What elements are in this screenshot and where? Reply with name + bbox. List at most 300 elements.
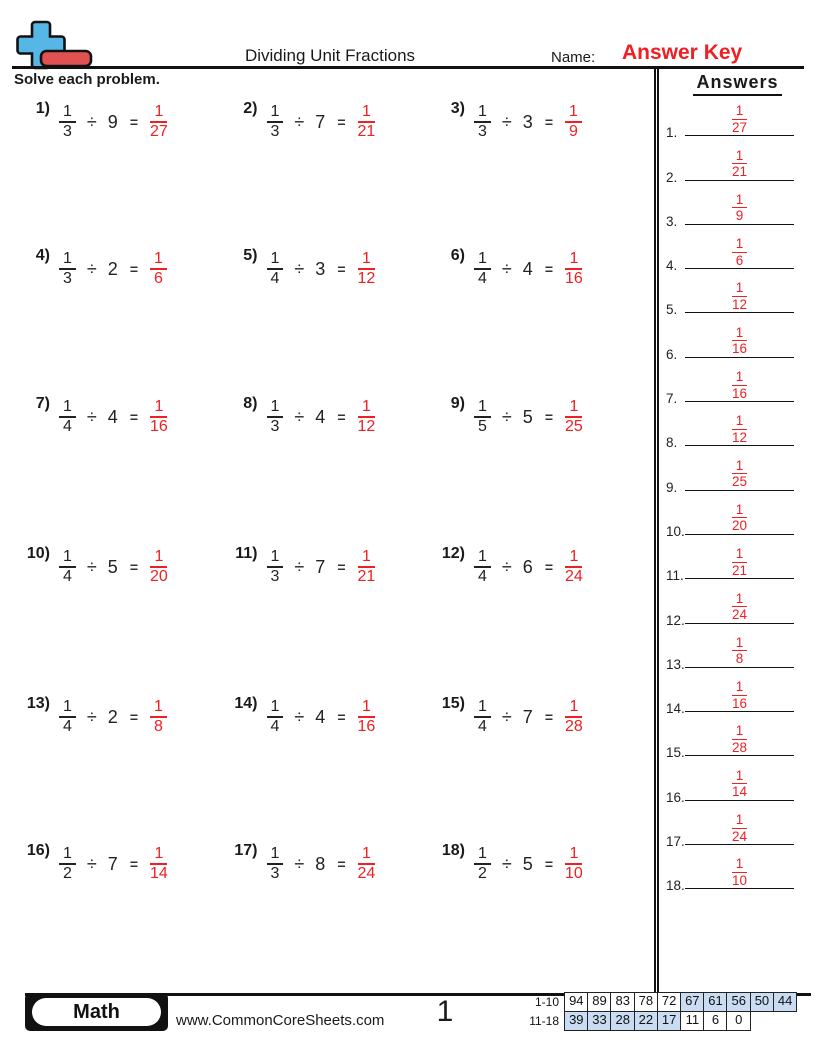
answer-number: 3. — [666, 213, 678, 229]
problem-3 — [429, 100, 637, 144]
answer-value-fraction — [685, 192, 794, 224]
problem-4 — [14, 247, 222, 291]
answer-underline — [685, 888, 794, 889]
answer-number: 8. — [666, 435, 678, 451]
fraction-denominator: 4 — [270, 718, 280, 735]
problem-6 — [429, 247, 637, 291]
problem-1 — [14, 100, 222, 144]
fraction-numerator: 1 — [474, 250, 491, 270]
equals-sign: = — [129, 114, 138, 130]
answer-underline — [685, 268, 794, 269]
score-row-2 — [524, 1011, 797, 1031]
dividend-fraction — [267, 398, 284, 436]
problem-8 — [222, 395, 430, 439]
answer-value-fraction — [685, 103, 794, 135]
answer-number: 11. — [666, 568, 684, 584]
fraction-numerator: 1 — [732, 458, 748, 475]
divide-sign: ÷ — [294, 111, 305, 132]
score-cell: 83 — [610, 992, 635, 1012]
problem-row-5 — [14, 695, 654, 739]
fraction-numerator: 1 — [358, 103, 375, 123]
answer-fraction — [358, 698, 376, 736]
equals-sign: = — [337, 559, 346, 575]
answer-value-fraction — [685, 856, 794, 888]
score-cell: 94 — [564, 992, 589, 1012]
problem-row-2 — [14, 247, 654, 291]
equals-sign: = — [337, 709, 346, 725]
fraction-numerator: 1 — [474, 398, 491, 418]
problem-13 — [14, 695, 222, 739]
fraction-denominator: 9 — [735, 208, 744, 224]
fraction-denominator: 16 — [357, 718, 376, 735]
divide-sign: ÷ — [294, 556, 305, 577]
dividend-fraction — [474, 250, 491, 288]
score-cell: 56 — [726, 992, 751, 1012]
equals-sign: = — [544, 114, 553, 130]
equals-sign: = — [129, 559, 138, 575]
problem-number: 17) — [234, 842, 258, 859]
answer-underline — [685, 667, 794, 668]
answer-slot-1 — [659, 99, 816, 143]
divisor-value: 7 — [107, 853, 118, 874]
answer-value-fraction — [685, 812, 794, 844]
fraction-denominator: 4 — [63, 718, 72, 735]
fraction-numerator: 1 — [732, 502, 748, 519]
fraction-numerator: 1 — [150, 548, 167, 568]
problem-number: 3) — [450, 100, 465, 117]
problem-number: 8) — [243, 395, 258, 412]
fraction-numerator: 1 — [358, 398, 375, 418]
answer-value-fraction — [685, 723, 794, 755]
fraction-denominator: 3 — [270, 123, 280, 140]
answer-fraction — [565, 698, 583, 736]
fraction-numerator: 1 — [267, 250, 284, 270]
answer-number: 9. — [666, 479, 678, 495]
divisor-value: 7 — [522, 706, 533, 727]
fraction-denominator: 8 — [154, 718, 163, 735]
fraction-numerator: 1 — [732, 812, 748, 829]
problem-number: 9) — [450, 395, 465, 412]
fraction-denominator: 3 — [270, 418, 280, 435]
answer-slot-17 — [659, 808, 816, 852]
subject-badge — [25, 993, 168, 1031]
fraction-denominator: 12 — [357, 270, 376, 287]
problem-11 — [222, 545, 430, 589]
equals-sign: = — [544, 559, 553, 575]
answers-title: Answers — [693, 72, 781, 96]
answer-fraction — [150, 548, 168, 586]
problem-number: 16) — [26, 842, 50, 859]
problem-16 — [14, 842, 222, 886]
answer-fraction — [358, 845, 376, 883]
fraction-numerator: 1 — [358, 250, 375, 270]
equals-sign: = — [129, 856, 138, 872]
score-cell: 72 — [657, 992, 682, 1012]
score-cell: 22 — [634, 1011, 659, 1031]
divide-sign: ÷ — [86, 111, 97, 132]
fraction-denominator: 12 — [731, 429, 748, 445]
fraction-numerator: 1 — [150, 398, 167, 418]
fraction-numerator: 1 — [732, 103, 748, 120]
fraction-denominator: 24 — [731, 607, 748, 623]
score-cell: 28 — [610, 1011, 635, 1031]
score-cell: 89 — [587, 992, 612, 1012]
answer-underline — [685, 445, 794, 446]
answer-slot-3 — [659, 188, 816, 232]
fraction-numerator: 1 — [732, 280, 748, 297]
answer-number: 6. — [666, 346, 678, 362]
fraction-denominator: 20 — [150, 568, 168, 585]
fraction-denominator: 27 — [150, 123, 168, 140]
equals-sign: = — [337, 856, 346, 872]
fraction-numerator: 1 — [59, 845, 76, 865]
answer-number: 12. — [666, 612, 685, 628]
fraction-denominator: 10 — [565, 865, 583, 882]
fraction-numerator: 1 — [59, 548, 76, 568]
answer-number: 13. — [666, 656, 685, 672]
fraction-denominator: 16 — [565, 270, 583, 287]
worksheet-title: Dividing Unit Fractions — [244, 46, 416, 65]
problem-number: 18) — [441, 842, 465, 859]
problem-number: 1) — [35, 100, 50, 117]
dividend-fraction — [59, 698, 76, 736]
answer-fraction — [565, 398, 583, 436]
fraction-numerator: 1 — [732, 413, 748, 430]
answer-number: 1. — [666, 125, 678, 141]
fraction-denominator: 3 — [478, 123, 487, 140]
problem-7 — [14, 395, 222, 439]
fraction-denominator: 12 — [357, 418, 376, 435]
equals-sign: = — [544, 409, 553, 425]
dividend-fraction — [474, 398, 491, 436]
answer-slot-7 — [659, 365, 816, 409]
divisor-value: 9 — [107, 111, 118, 132]
fraction-numerator: 1 — [59, 250, 76, 270]
answer-underline — [685, 800, 794, 801]
answer-value-fraction — [685, 768, 794, 800]
fraction-denominator: 28 — [565, 718, 583, 735]
answer-underline — [685, 755, 794, 756]
problem-number: 6) — [450, 247, 465, 264]
answer-fraction — [150, 398, 168, 436]
fraction-numerator: 1 — [732, 591, 748, 608]
divide-sign: ÷ — [86, 706, 97, 727]
equals-sign: = — [337, 409, 346, 425]
fraction-denominator: 10 — [731, 872, 748, 888]
fraction-denominator: 3 — [63, 123, 72, 140]
score-cell: 67 — [680, 992, 705, 1012]
answer-number: 16. — [666, 789, 685, 805]
answer-underline — [685, 490, 794, 491]
answer-fraction — [150, 698, 167, 736]
divisor-value: 8 — [315, 853, 326, 874]
fraction-denominator: 16 — [731, 695, 748, 711]
score-cell: 6 — [703, 1011, 728, 1031]
problem-number: 10) — [26, 545, 50, 562]
divisor-value: 5 — [522, 853, 533, 874]
answer-fraction — [565, 845, 583, 883]
fraction-numerator: 1 — [150, 698, 167, 718]
answer-value-fraction — [685, 280, 794, 312]
problem-number: 4) — [35, 247, 50, 264]
fraction-denominator: 3 — [63, 270, 72, 287]
fraction-numerator: 1 — [565, 250, 582, 270]
dividend-fraction — [267, 698, 284, 736]
answer-number: 4. — [666, 258, 678, 274]
fraction-denominator: 8 — [735, 651, 744, 667]
divide-sign: ÷ — [86, 853, 97, 874]
fraction-numerator: 1 — [59, 398, 76, 418]
answer-slot-13 — [659, 631, 816, 675]
answer-number: 5. — [666, 302, 678, 318]
fraction-numerator: 1 — [732, 679, 748, 696]
dividend-fraction — [267, 250, 284, 288]
fraction-numerator: 1 — [358, 548, 375, 568]
fraction-numerator: 1 — [59, 103, 76, 123]
answer-value-fraction — [685, 413, 794, 445]
divide-sign: ÷ — [501, 111, 512, 132]
divide-sign: ÷ — [501, 556, 512, 577]
website-url: www.CommonCoreSheets.com — [176, 1012, 385, 1029]
answer-slot-10 — [659, 498, 816, 542]
answer-slot-15 — [659, 719, 816, 763]
answer-number: 17. — [666, 834, 685, 850]
fraction-numerator: 1 — [732, 635, 748, 652]
answer-slot-8 — [659, 409, 816, 453]
dividend-fraction — [474, 103, 491, 141]
problem-9 — [429, 395, 637, 439]
score-cell: 61 — [703, 992, 728, 1012]
problem-row-3 — [14, 395, 654, 439]
fraction-denominator: 16 — [731, 341, 748, 357]
answer-value-fraction — [685, 458, 794, 490]
fraction-numerator: 1 — [358, 845, 375, 865]
divisor-value: 7 — [315, 111, 326, 132]
divide-sign: ÷ — [294, 853, 305, 874]
answer-slot-4 — [659, 232, 816, 276]
answer-fraction — [565, 103, 582, 141]
equals-sign: = — [544, 856, 553, 872]
fraction-denominator: 4 — [478, 568, 487, 585]
score-cell: 44 — [773, 992, 798, 1012]
problem-2 — [222, 100, 430, 144]
problem-number: 12) — [441, 545, 465, 562]
problem-number: 15) — [441, 695, 465, 712]
dividend-fraction — [474, 698, 491, 736]
fraction-denominator: 3 — [270, 865, 280, 882]
fraction-denominator: 14 — [150, 865, 168, 882]
dividend-fraction — [59, 103, 76, 141]
divisor-value: 4 — [315, 706, 326, 727]
answer-underline — [685, 623, 794, 624]
answer-value-fraction — [685, 635, 794, 667]
divide-sign: ÷ — [86, 556, 97, 577]
dividend-fraction — [267, 548, 284, 586]
divide-sign: ÷ — [501, 258, 512, 279]
divisor-value: 7 — [315, 556, 326, 577]
divide-sign: ÷ — [294, 406, 305, 427]
problem-14 — [222, 695, 430, 739]
fraction-numerator: 1 — [267, 845, 284, 865]
problem-number: 14) — [234, 695, 258, 712]
dividend-fraction — [59, 845, 76, 883]
problem-12 — [429, 545, 637, 589]
fraction-numerator: 1 — [732, 768, 748, 785]
divide-sign: ÷ — [501, 706, 512, 727]
fraction-denominator: 9 — [569, 123, 578, 140]
answer-underline — [685, 180, 794, 181]
answers-list — [659, 99, 816, 896]
divisor-value: 5 — [522, 406, 533, 427]
fraction-denominator: 4 — [63, 418, 72, 435]
score-cell: 50 — [750, 992, 775, 1012]
answer-fraction — [565, 250, 583, 288]
answer-key-text: Answer Key — [622, 41, 743, 64]
divisor-value: 4 — [315, 406, 326, 427]
dividend-fraction — [267, 845, 284, 883]
equals-sign: = — [337, 114, 346, 130]
fraction-denominator: 4 — [63, 568, 72, 585]
problems-grid — [14, 0, 654, 1056]
answer-value-fraction — [685, 591, 794, 623]
problem-18 — [429, 842, 637, 886]
answer-value-fraction — [685, 148, 794, 180]
equals-sign: = — [129, 261, 138, 277]
score-cell: 0 — [726, 1011, 751, 1031]
divisor-value: 2 — [107, 706, 118, 727]
answer-underline — [685, 357, 794, 358]
answer-number: 15. — [666, 745, 685, 761]
fraction-numerator: 1 — [150, 250, 167, 270]
answer-value-fraction — [685, 679, 794, 711]
answer-slot-2 — [659, 143, 816, 187]
score-row-label: 1-10 — [534, 995, 559, 1009]
fraction-numerator: 1 — [565, 548, 582, 568]
answers-title-wrap — [659, 69, 816, 99]
answer-slot-11 — [659, 542, 816, 586]
answer-underline — [685, 711, 794, 712]
fraction-numerator: 1 — [267, 398, 284, 418]
answer-fraction — [565, 548, 583, 586]
equals-sign: = — [544, 261, 553, 277]
answer-slot-12 — [659, 586, 816, 630]
problem-row-1 — [14, 100, 654, 144]
dividend-fraction — [59, 398, 76, 436]
fraction-numerator: 1 — [732, 856, 748, 873]
divide-sign: ÷ — [501, 853, 512, 874]
name-label: Name: — [551, 49, 596, 66]
fraction-numerator: 1 — [732, 325, 748, 342]
answer-fraction — [358, 250, 376, 288]
problem-17 — [222, 842, 430, 886]
problem-15 — [429, 695, 637, 739]
divisor-value: 2 — [107, 258, 118, 279]
fraction-denominator: 25 — [731, 474, 748, 490]
fraction-numerator: 1 — [732, 192, 748, 209]
score-cell: 17 — [657, 1011, 682, 1031]
fraction-numerator: 1 — [474, 698, 491, 718]
divisor-value: 4 — [107, 406, 118, 427]
fraction-denominator: 6 — [735, 252, 744, 268]
fraction-denominator: 21 — [357, 123, 376, 140]
answer-fraction — [358, 103, 376, 141]
fraction-denominator: 12 — [731, 296, 748, 312]
fraction-denominator: 28 — [731, 739, 748, 755]
fraction-denominator: 21 — [731, 164, 748, 180]
dividend-fraction — [474, 548, 491, 586]
page-number: 1 — [436, 995, 454, 1028]
fraction-denominator: 16 — [731, 385, 748, 401]
fraction-denominator: 2 — [63, 865, 72, 882]
answer-slot-6 — [659, 320, 816, 364]
equals-sign: = — [544, 709, 553, 725]
fraction-denominator: 4 — [478, 270, 487, 287]
score-table — [524, 992, 797, 1031]
answer-slot-14 — [659, 675, 816, 719]
dividend-fraction — [59, 548, 76, 586]
fraction-denominator: 24 — [357, 865, 376, 882]
answer-underline — [685, 401, 794, 402]
fraction-numerator: 1 — [59, 698, 76, 718]
fraction-denominator: 14 — [731, 784, 748, 800]
answer-slot-5 — [659, 276, 816, 320]
answer-slot-16 — [659, 763, 816, 807]
problem-number: 11) — [235, 545, 258, 562]
answer-slot-9 — [659, 453, 816, 497]
problem-number: 5) — [243, 247, 258, 264]
fraction-numerator: 1 — [267, 103, 284, 123]
answer-underline — [685, 534, 794, 535]
score-cell: 78 — [634, 992, 659, 1012]
fraction-denominator: 6 — [154, 270, 163, 287]
answer-value-fraction — [685, 546, 794, 578]
fraction-numerator: 1 — [565, 845, 582, 865]
fraction-denominator: 2 — [478, 865, 487, 882]
answer-number: 10. — [666, 523, 685, 539]
equals-sign: = — [129, 409, 138, 425]
fraction-numerator: 1 — [358, 698, 375, 718]
answer-number: 2. — [666, 169, 678, 185]
answer-slot-18 — [659, 852, 816, 896]
fraction-denominator: 4 — [270, 270, 280, 287]
divisor-value: 6 — [522, 556, 533, 577]
fraction-denominator: 20 — [731, 518, 748, 534]
fraction-denominator: 4 — [478, 718, 487, 735]
dividend-fraction — [474, 845, 491, 883]
answer-fraction — [358, 398, 376, 436]
answer-fraction — [150, 845, 168, 883]
divide-sign: ÷ — [501, 406, 512, 427]
fraction-numerator: 1 — [732, 369, 748, 386]
fraction-numerator: 1 — [267, 698, 284, 718]
fraction-denominator: 3 — [270, 568, 280, 585]
problem-5 — [222, 247, 430, 291]
answer-value-fraction — [685, 369, 794, 401]
fraction-numerator: 1 — [565, 698, 582, 718]
fraction-numerator: 1 — [474, 845, 491, 865]
divisor-value: 3 — [522, 111, 533, 132]
answer-number: 7. — [666, 391, 678, 407]
dividend-fraction — [59, 250, 76, 288]
fraction-denominator: 21 — [731, 562, 748, 578]
divisor-value: 4 — [522, 258, 533, 279]
fraction-numerator: 1 — [565, 398, 582, 418]
fraction-denominator: 25 — [565, 418, 583, 435]
divide-sign: ÷ — [86, 406, 97, 427]
divisor-value: 3 — [315, 258, 326, 279]
score-cell: 33 — [587, 1011, 612, 1031]
fraction-numerator: 1 — [565, 103, 582, 123]
